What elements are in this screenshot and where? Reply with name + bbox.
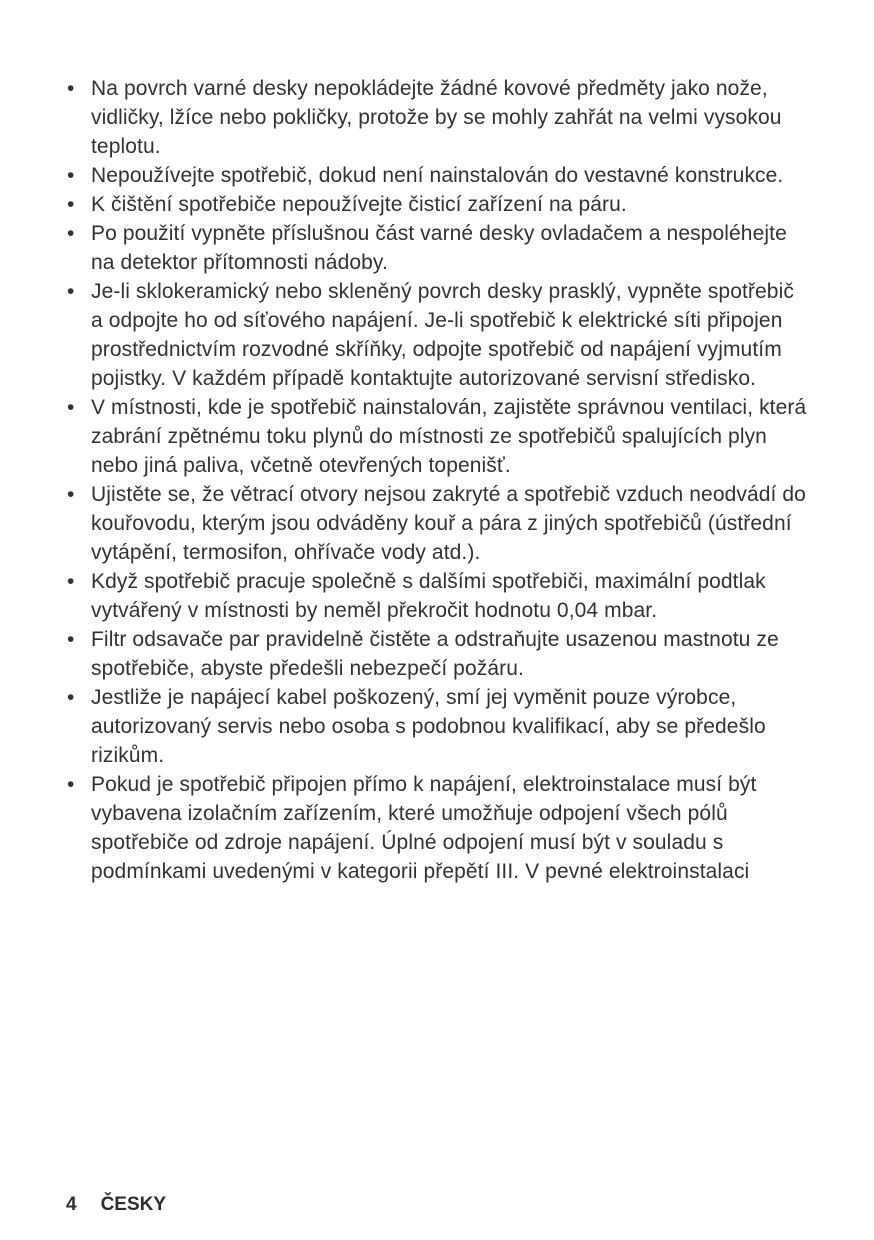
list-item: • K čištění spotřebiče nepoužívejte čisticí zařízení na páru. — [66, 190, 811, 219]
list-item: • V místnosti, kde je spotřebič nainstalován, zajistěte správnou ventilaci, která zabrání zpětnému toku plynů do místnosti ze spotřebičů spalujících plyn nebo jiná paliva, včetně otevřených topenišť. — [66, 393, 811, 480]
list-item: • Když spotřebič pracuje společně s dalšími spotřebiči, maximální podtlak vytvářený v místnosti by neměl překročit hodnotu 0,04 mbar. — [66, 567, 811, 625]
language-label: ČESKY — [100, 1194, 167, 1215]
page-footer — [66, 1194, 166, 1216]
list-item: • Filtr odsavače par pravidelně čistěte a odstraňujte usazenou mastnotu ze spotřebiče, abyste předešli nebezpečí požáru. — [66, 625, 811, 683]
page-number: 4 — [66, 1194, 77, 1215]
list-item: • Je-li sklokeramický nebo skleněný povrch desky prasklý, vypněte spotřebič a odpojte ho od síťového napájení. Je-li spotřebič k elektrické síti připojen prostřednictvím rozvodné skříňky, odpojte spotřebič od napájení vyjmutím pojistky. V každém případě kontaktujte autorizované servisní středisko. — [66, 277, 811, 393]
list-item: • Po použití vypněte příslušnou část varné desky ovladačem a nespoléhejte na detektor přítomnosti nádoby. — [66, 219, 811, 277]
list-item: • Pokud je spotřebič připojen přímo k napájení, elektroinstalace musí být vybavena izolačním zařízením, které umožňuje odpojení všech pólů spotřebiče od zdroje napájení. Úplné odpojení musí být v souladu s podmínkami uvedenými v kategorii přepětí III. V pevné elektroinstalaci — [66, 770, 811, 886]
list-item: • Jestliže je napájecí kabel poškozený, smí jej vyměnit pouze výrobce, autorizovaný servis nebo osoba s podobnou kvalifikací, aby se předešlo rizikům. — [66, 683, 811, 770]
list-item: • Nepoužívejte spotřebič, dokud není nainstalován do vestavné konstrukce. — [66, 161, 811, 190]
bullet-list — [66, 74, 811, 886]
list-item: • Na povrch varné desky nepokládejte žádné kovové předměty jako nože, vidličky, lžíce nebo pokličky, protože by se mohly zahřát na velmi vysokou teplotu. — [66, 74, 811, 161]
list-item: • Ujistěte se, že větrací otvory nejsou zakryté a spotřebič vzduch neodvádí do kouřovodu, kterým jsou odváděny kouř a pára z jiných spotřebičů (ústřední vytápění, termosifon, ohřívače vody atd.). — [66, 480, 811, 567]
